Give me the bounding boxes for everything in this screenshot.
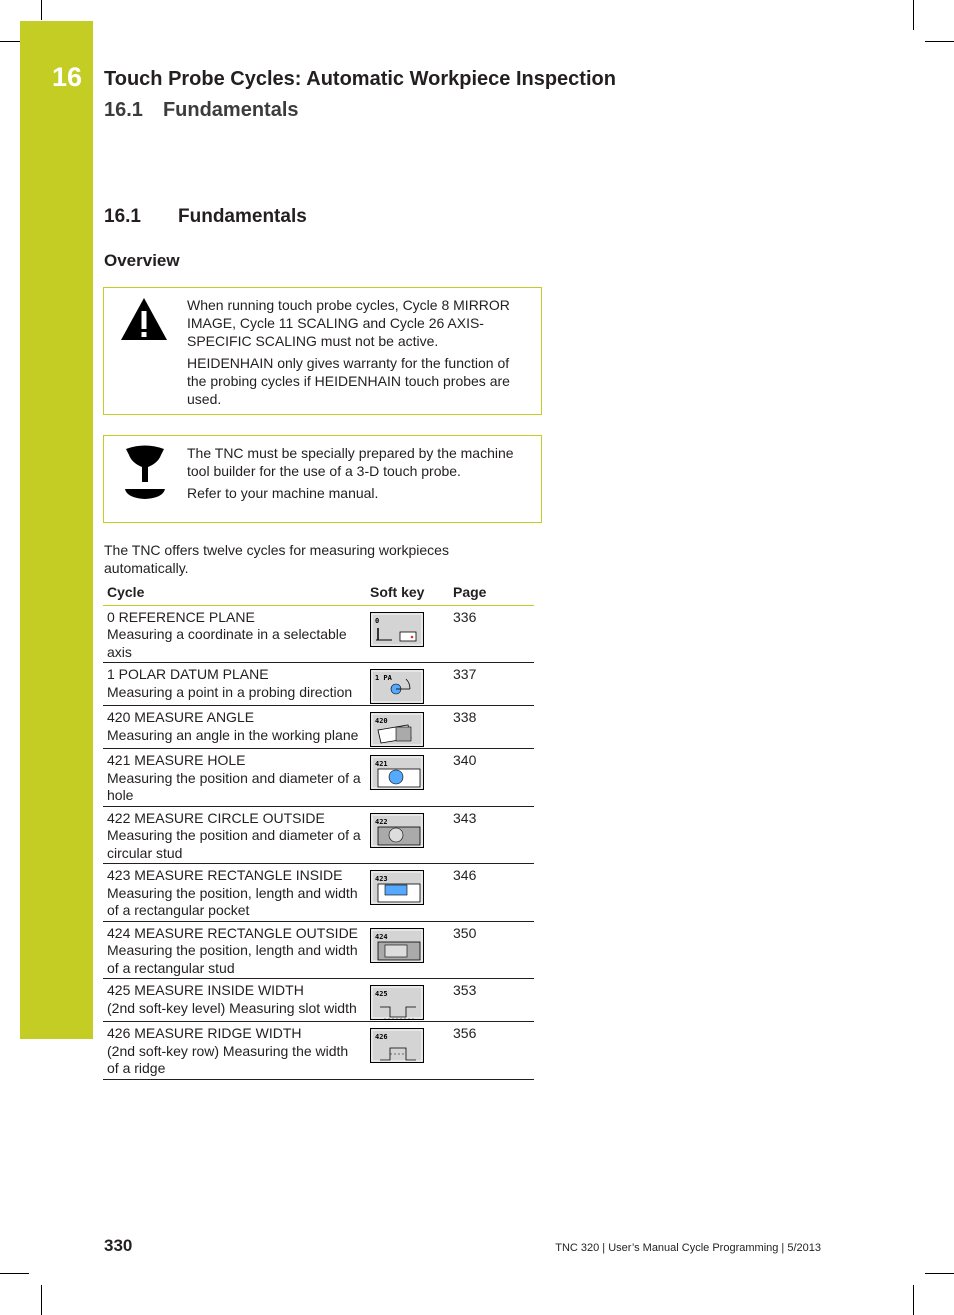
- softkey-label: 423: [375, 875, 388, 883]
- note-paragraph: HEIDENHAIN only gives warranty for the function of the probing cycles if HEIDENHAIN touch probes are used.: [187, 355, 510, 407]
- crop-mark: [925, 41, 954, 42]
- chapter-title: Touch Probe Cycles: Automatic Workpiece Inspection: [104, 68, 616, 90]
- cycle-description: Measuring the position, length and width of a rectangular pocket: [107, 884, 358, 918]
- crop-mark: [41, 1285, 42, 1315]
- cycle-title: 426 MEASURE RIDGE WIDTH: [107, 1025, 302, 1041]
- note-paragraph: When running touch probe cycles, Cycle 8 MIRROR IMAGE, Cycle 11 SCALING and Cycle 26 AXIS-SPECIFIC SCALING must not be active.: [187, 297, 510, 349]
- softkey-cell: [366, 979, 449, 1022]
- crop-mark: [41, 0, 42, 20]
- page-cell: 340: [449, 749, 534, 807]
- softkey-label: 421: [375, 760, 388, 768]
- softkey-cell: [366, 806, 449, 864]
- chapter-section-name: Fundamentals: [162, 99, 299, 121]
- cycle-description: Measuring the position, length and width of a rectangular stud: [107, 942, 358, 976]
- cycle-cell: [103, 749, 366, 807]
- machine-icon-cell: [104, 436, 187, 522]
- machine-note: [103, 435, 542, 523]
- cycle-cell: [103, 864, 366, 922]
- crop-mark: [0, 41, 20, 42]
- softkey-label: 424: [375, 932, 388, 941]
- softkey-422-icon: [370, 813, 424, 848]
- softkey-label: 420: [375, 717, 388, 725]
- table-row: [103, 706, 534, 749]
- section-heading: [104, 206, 307, 228]
- softkey-label: 1 PA: [375, 674, 392, 682]
- crop-mark: [0, 1273, 29, 1274]
- column-header-cycle: Cycle: [103, 580, 366, 605]
- machine-dependent-icon: [123, 445, 167, 501]
- softkey-label: 0: [375, 616, 380, 625]
- cycle-cell: [103, 706, 366, 749]
- softkey-cell: [366, 749, 449, 807]
- cycle-title: 423 MEASURE RECTANGLE INSIDE: [107, 867, 343, 883]
- page-cell: 346: [449, 864, 534, 922]
- page-number: 330: [104, 1236, 133, 1255]
- page-cell: 343: [449, 806, 534, 864]
- softkey-cell: [366, 663, 449, 706]
- softkey-420-icon: [370, 712, 424, 747]
- softkey-cell: [366, 1022, 449, 1080]
- chapter-section-number: 16.1: [104, 99, 143, 121]
- warning-note: [103, 287, 542, 415]
- cycle-description: (2nd soft-key level) Measuring slot width: [107, 999, 357, 1016]
- column-header-page: Page: [449, 580, 534, 605]
- softkey-label: 422: [375, 817, 388, 826]
- page-cell: 338: [449, 706, 534, 749]
- softkey-cell: [366, 706, 449, 749]
- table-row: [103, 605, 534, 663]
- section-title: Fundamentals: [178, 206, 307, 227]
- cycle-title: 0 REFERENCE PLANE: [107, 608, 255, 625]
- cycle-cell: [103, 979, 366, 1022]
- table-row: [103, 864, 534, 922]
- cycle-description: Measuring a coordinate in a selectable axis: [107, 626, 347, 660]
- softkey-0-icon: [370, 612, 424, 647]
- cycle-cell: [103, 921, 366, 979]
- cycle-title: 420 MEASURE ANGLE: [107, 709, 255, 725]
- crop-mark: [925, 1273, 954, 1274]
- softkey-426-icon: [370, 1028, 424, 1063]
- cycle-title: 1 POLAR DATUM PLANE: [107, 666, 269, 682]
- table-row: [103, 806, 534, 864]
- cycle-cell: [103, 806, 366, 864]
- column-header-softkey: Soft key: [366, 580, 449, 605]
- section-number: 16.1: [104, 206, 141, 227]
- cycles-table: [103, 580, 534, 1080]
- page-cell: 356: [449, 1022, 534, 1080]
- table-row: [103, 663, 534, 706]
- table-row: [103, 1022, 534, 1080]
- cycle-description: Measuring the position and diameter of a circular stud: [107, 827, 361, 861]
- cycle-cell: [103, 605, 366, 663]
- cycle-title: 422 MEASURE CIRCLE OUTSIDE: [107, 809, 325, 826]
- crop-mark: [913, 0, 914, 30]
- table-row: [103, 979, 534, 1022]
- chapter-number: 16: [52, 62, 83, 92]
- softkey-cell: [366, 605, 449, 663]
- cycle-title: 424 MEASURE RECTANGLE OUTSIDE: [107, 924, 359, 941]
- softkey-label: 426: [375, 1033, 388, 1041]
- table-row: [103, 921, 534, 979]
- cycle-description: Measuring an angle in the working plane: [107, 726, 359, 743]
- footer-info: TNC 320 | User’s Manual Cycle Programming | 5/2013: [555, 1242, 821, 1254]
- warning-icon: [119, 297, 169, 343]
- cycle-title: 421 MEASURE HOLE: [107, 752, 246, 768]
- cycle-description: Measuring a point in a probing direction: [107, 683, 353, 700]
- chapter-section-title: [104, 99, 299, 122]
- cycle-title: 425 MEASURE INSIDE WIDTH: [107, 982, 304, 998]
- softkey-425-icon: [370, 985, 424, 1020]
- table-header-row: [103, 580, 534, 605]
- machine-note-text: [186, 436, 541, 506]
- softkey-424-icon: [370, 928, 424, 963]
- softkey-1-pa-icon: [370, 669, 424, 704]
- overview-heading: Overview: [104, 251, 180, 270]
- page-cell: 350: [449, 921, 534, 979]
- page-cell: 353: [449, 979, 534, 1022]
- warning-note-text: [186, 288, 541, 412]
- softkey-cell: [366, 921, 449, 979]
- cycle-cell: [103, 1022, 366, 1080]
- softkey-label: 425: [375, 990, 388, 998]
- cycle-cell: [103, 663, 366, 706]
- note-paragraph: Refer to your machine manual.: [187, 485, 379, 501]
- intro-text: The TNC offers twelve cycles for measuring workpieces automatically.: [104, 542, 449, 576]
- cycle-description: Measuring the position and diameter of a hole: [107, 769, 361, 803]
- warning-icon-cell: [104, 288, 187, 414]
- crop-mark: [913, 1285, 914, 1315]
- table-row: [103, 749, 534, 807]
- note-paragraph: The TNC must be specially prepared by the machine tool builder for the use of a 3-D touch probe.: [187, 445, 514, 479]
- softkey-421-icon: [370, 755, 424, 790]
- page-cell: 337: [449, 663, 534, 706]
- softkey-423-icon: [370, 870, 424, 905]
- chapter-sidebar: [20, 21, 93, 1039]
- page-cell: 336: [449, 605, 534, 663]
- softkey-cell: [366, 864, 449, 922]
- cycle-description: (2nd soft-key row) Measuring the width of a ridge: [107, 1042, 349, 1076]
